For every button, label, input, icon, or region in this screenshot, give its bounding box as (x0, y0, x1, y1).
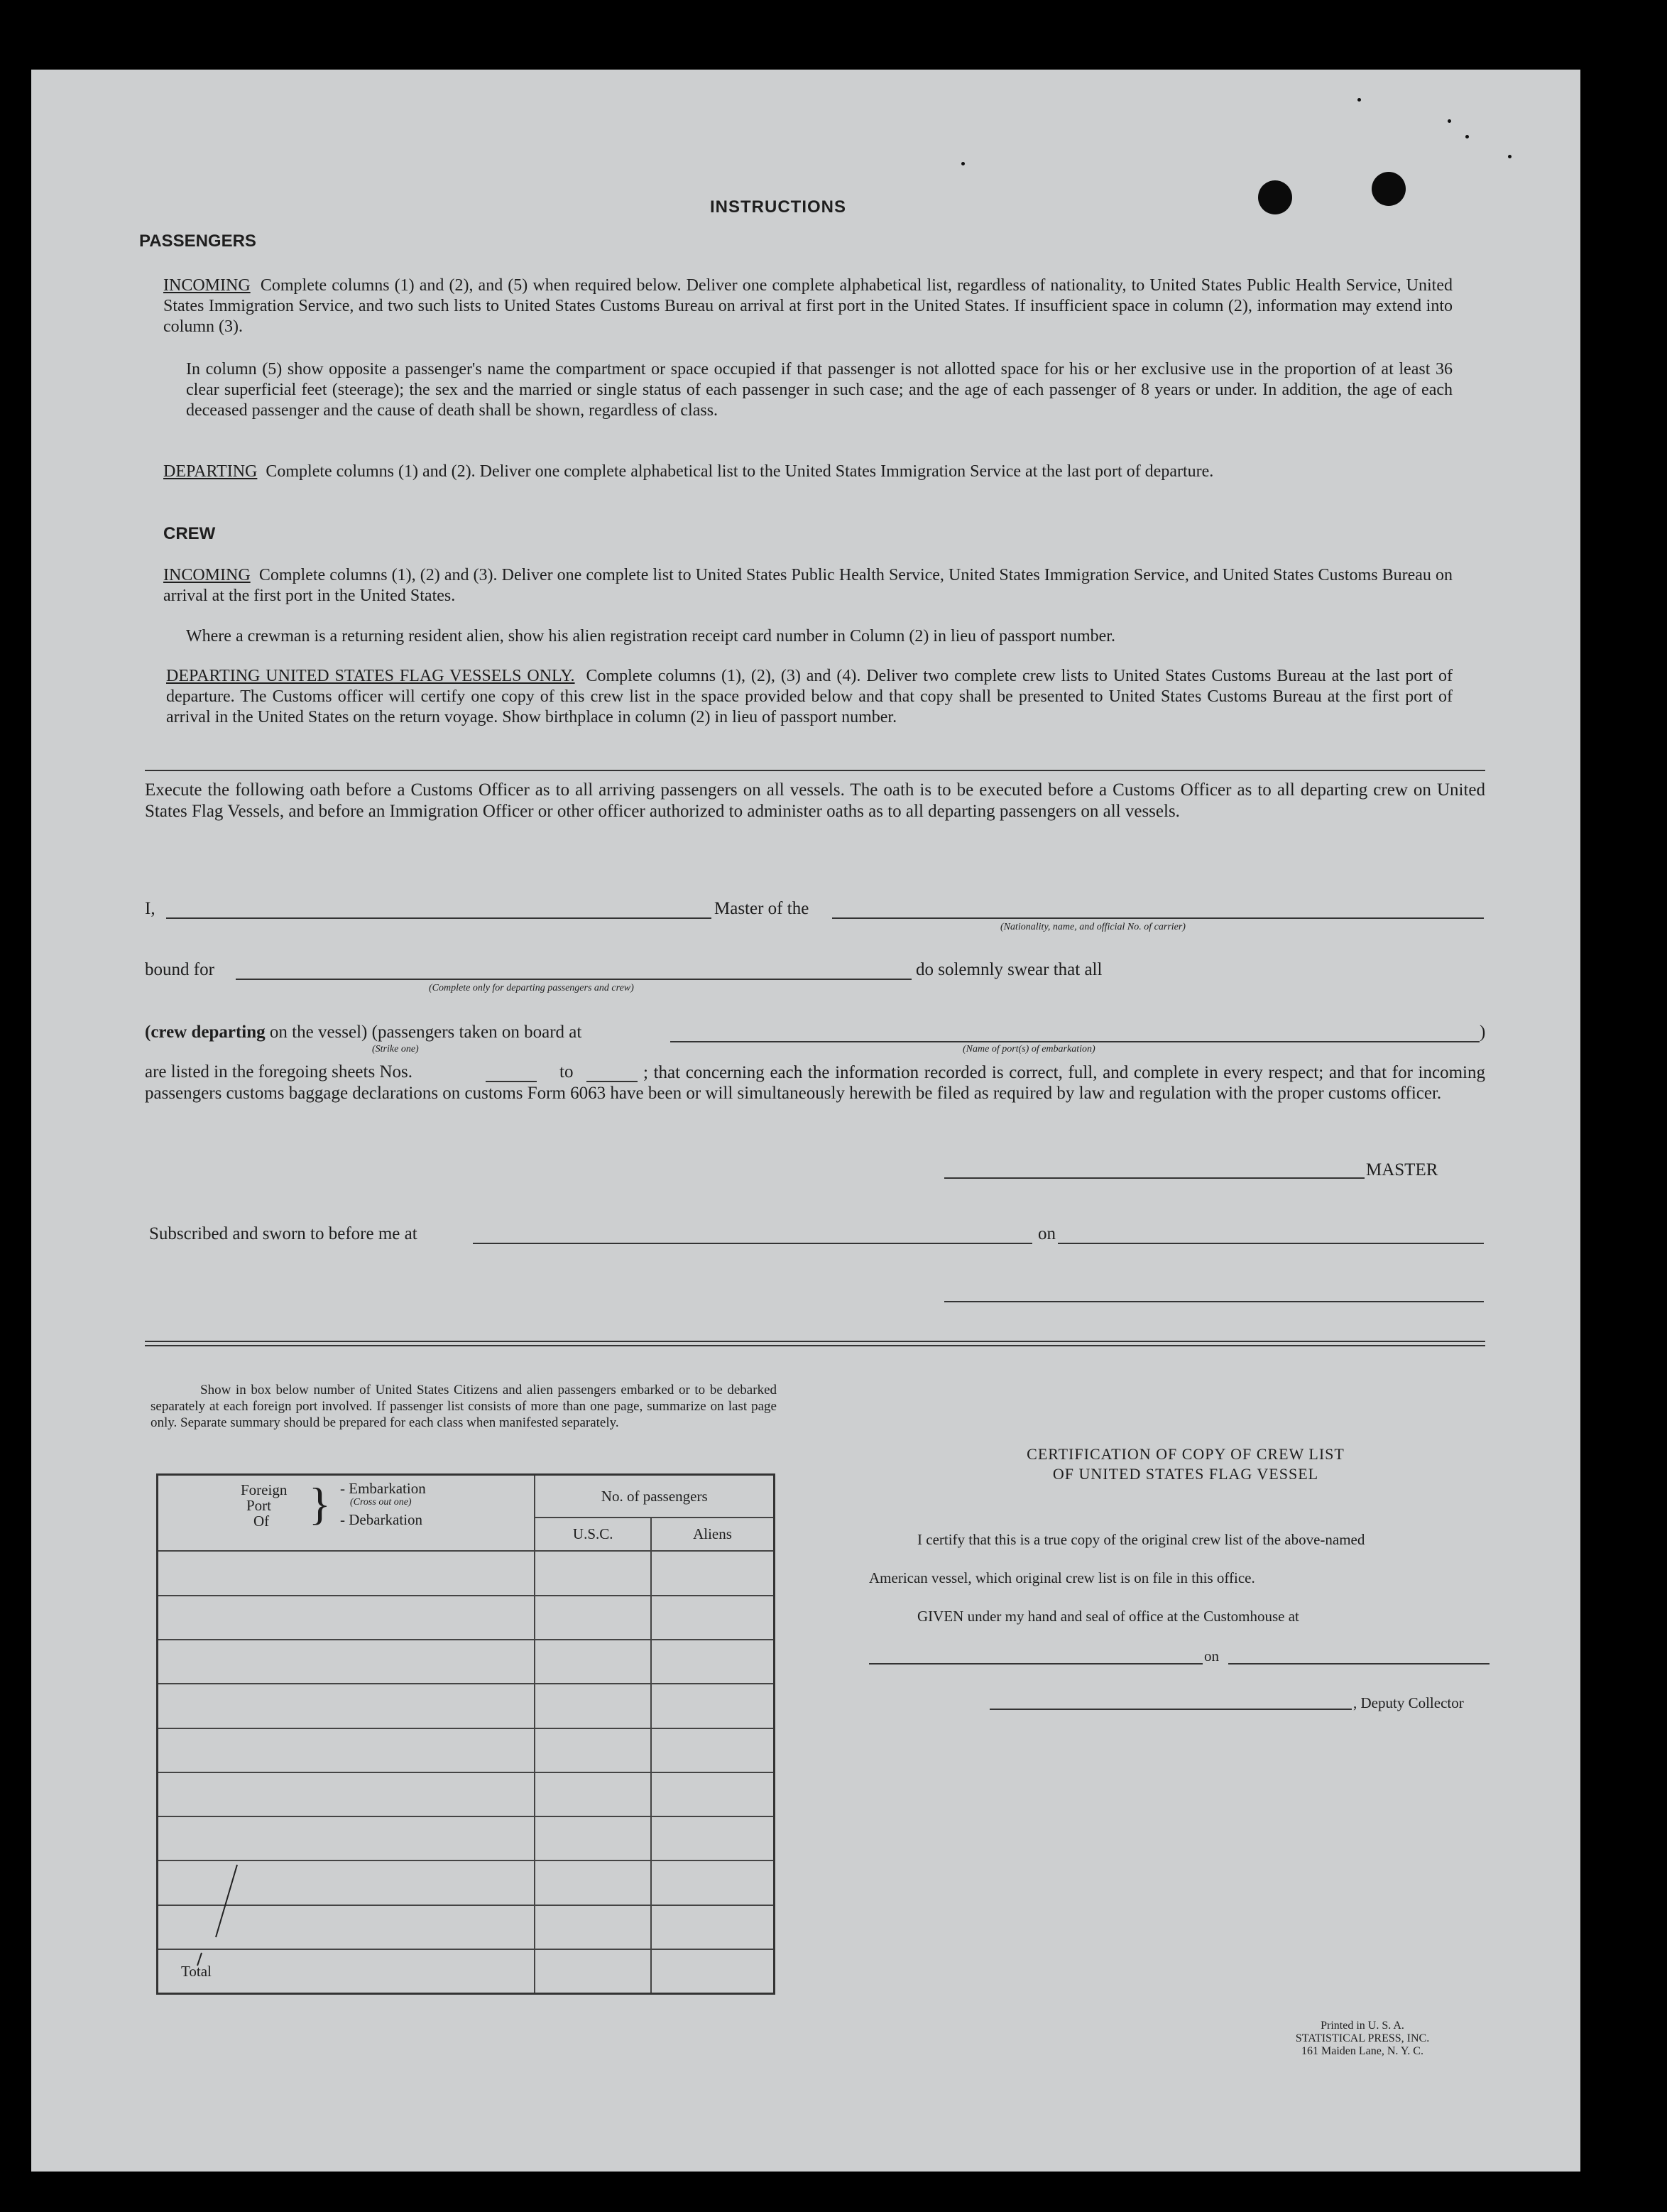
instructions-heading: INSTRUCTIONS (710, 197, 846, 217)
officer-signature-line[interactable] (944, 1301, 1484, 1302)
customhouse-date-line[interactable] (1228, 1663, 1490, 1665)
oath-i-label: I, (145, 899, 155, 918)
no-of-passengers-header: No. of passengers (535, 1475, 774, 1518)
crew-resident-alien-text: Where a crewman is a returning resident alien, show his alien registration receipt card number in Column (2) in lieu of passport number. (186, 627, 1115, 645)
given-text: GIVEN under my hand and seal of office at the Customhouse at (917, 1608, 1299, 1625)
deputy-collector-line[interactable] (990, 1709, 1352, 1710)
subscribed-date-line[interactable] (1058, 1243, 1484, 1244)
subscribed-place-line[interactable] (473, 1243, 1032, 1244)
master-signature-line[interactable] (944, 1177, 1365, 1179)
crew-incoming-text: INCOMING Complete columns (1), (2) and (3). Deliver one complete list to United States Public Health Service, United States Immigration Service, and United States Customs Bureau on arrival at the first port in the United States. (163, 566, 1453, 605)
crew-departing-strike-row: (crew departing on the vessel) (passengers taken on board at (145, 1023, 582, 1042)
to-label: to (559, 1062, 574, 1082)
crew-departing-text: DEPARTING UNITED STATES FLAG VESSELS ONLY. Complete columns (1), (2), (3) and (4). Deliver two complete crew lists to United States Customs Bureau at the last port of departure. The Customs officer will certify one copy of this crew list in the space provided below and that copy shall be presented to United States Customs Bureau at the first port of arrival in the United States on the return voyage. Show birthplace in column (2) in lieu of passport number. (166, 667, 1453, 726)
printer-imprint: Printed in U. S. A. STATISTICAL PRESS, INC. 161 Maiden Lane, N. Y. C. (1295, 2020, 1430, 2057)
form-page (31, 70, 1580, 2172)
passengers-departing-text: DEPARTING Complete columns (1) and (2). Deliver one complete alphabetical list to the United States Immigration Service at the last port of departure. (163, 462, 1214, 481)
master-name-line[interactable] (166, 917, 711, 919)
punch-hole-right (1372, 172, 1406, 206)
customhouse-place-line[interactable] (869, 1663, 1203, 1665)
bound-for-caption: (Complete only for departing passengers and crew) (429, 983, 634, 993)
certification-title: CERTIFICATION OF COPY OF CREW LIST OF UNITED STATES FLAG VESSEL (1027, 1445, 1345, 1483)
subscribed-label: Subscribed and sworn to before me at (149, 1224, 417, 1243)
master-of-label: Master of the (714, 899, 809, 918)
passengers-column5-text: In column (5) show opposite a passenger's name the compartment or space occupied if that passenger is not allotted space for his or her exclusive use in the proportion of at least 36 clear superficial feet (steerage); the sex and the married or single status of each passenger in such case; and the age of each passenger of 8 years or under. In addition, the age of each deceased passenger and the cause of death shall be shown, regardless of class. (186, 360, 1453, 420)
total-label: Total (158, 1949, 535, 1993)
passengers-heading: PASSENGERS (139, 231, 256, 251)
double-rule-top (145, 1341, 1485, 1342)
carrier-line[interactable] (832, 917, 1484, 919)
punch-hole-left (1258, 180, 1292, 214)
port-caption: (Name of port(s) of embarkation) (963, 1044, 1095, 1055)
departing-label: DEPARTING (163, 462, 258, 481)
carrier-caption: (Nationality, name, and official No. of carrier) (1000, 922, 1186, 932)
strike-one-caption: (Strike one) (372, 1044, 419, 1055)
oath-body-text: ; that concerning each the information recorded is correct, full, and complete in every respect; and that for incoming passengers customs baggage declarations on customs Form 6063 have been or will simultaneously herewith be filed as required by law and regulation with the proper customs officer. (145, 1063, 1485, 1103)
oath-intro-text: Execute the following oath before a Customs Officer as to all arriving passengers on all vessels. The oath is to be executed before a Customs Officer as to all departing crew on United States Flag Vessels, and before an Immigration Officer or other officer authorized to administer oaths as to all departing passengers on all vessels. (145, 780, 1485, 821)
solemnly-swear-label: do solemnly swear that all (916, 960, 1103, 979)
passengers-incoming-text: INCOMING Complete columns (1) and (2), and (5) when required below. Deliver one complete alphabetical list, regardless of nationality, to United States Public Health Service, United States Immigration Service, and two such lists to United States Customs Bureau on arrival at first port in the United States. If insufficient space in column (2), information may extend into column (3). (163, 276, 1453, 336)
bound-for-label: bound for (145, 960, 214, 979)
cert-on-label: on (1204, 1647, 1219, 1665)
on-label: on (1038, 1224, 1056, 1243)
crew-heading: CREW (163, 524, 216, 543)
summary-instructions: Show in box below number of United States Citizens and alien passengers embarked or to be debarked separately at each foreign port involved. If passenger list consists of more than one page, summarize on last page only. Separate summary should be prepared for each class when manifested separately. (151, 1383, 777, 1430)
divider (145, 770, 1485, 771)
listed-sheets-row: are listed in the foregoing sheets Nos. (145, 1062, 412, 1082)
certify-text-line1: I certify that this is a true copy of the original crew list of the above-named (917, 1531, 1365, 1548)
deputy-collector-label: , Deputy Collector (1353, 1694, 1464, 1711)
usc-header: U.S.C. (535, 1518, 651, 1551)
port-embarkation-line[interactable] (670, 1041, 1480, 1042)
master-label: MASTER (1366, 1160, 1438, 1179)
pen-marks (187, 1859, 251, 1973)
table-row (158, 1684, 775, 1728)
incoming-label: INCOMING (163, 276, 251, 295)
table-row (158, 1596, 775, 1640)
crew-incoming-label: INCOMING (163, 566, 251, 584)
aliens-header: Aliens (651, 1518, 775, 1551)
table-row (158, 1772, 775, 1816)
departing-flag-label: DEPARTING UNITED STATES FLAG VESSELS ONLY. (166, 667, 575, 685)
close-paren: ) (1480, 1023, 1486, 1042)
certify-text-line2: American vessel, which original crew list is on file in this office. (869, 1569, 1255, 1586)
table-row (158, 1816, 775, 1860)
double-rule-bottom (145, 1345, 1485, 1346)
foreign-port-header: Foreign Port Of } - Embarkation (Cross out one) - Debarkation (158, 1475, 535, 1552)
table-row (158, 1728, 775, 1772)
table-row (158, 1551, 775, 1595)
table-row (158, 1640, 775, 1684)
bound-for-line[interactable] (236, 979, 912, 980)
